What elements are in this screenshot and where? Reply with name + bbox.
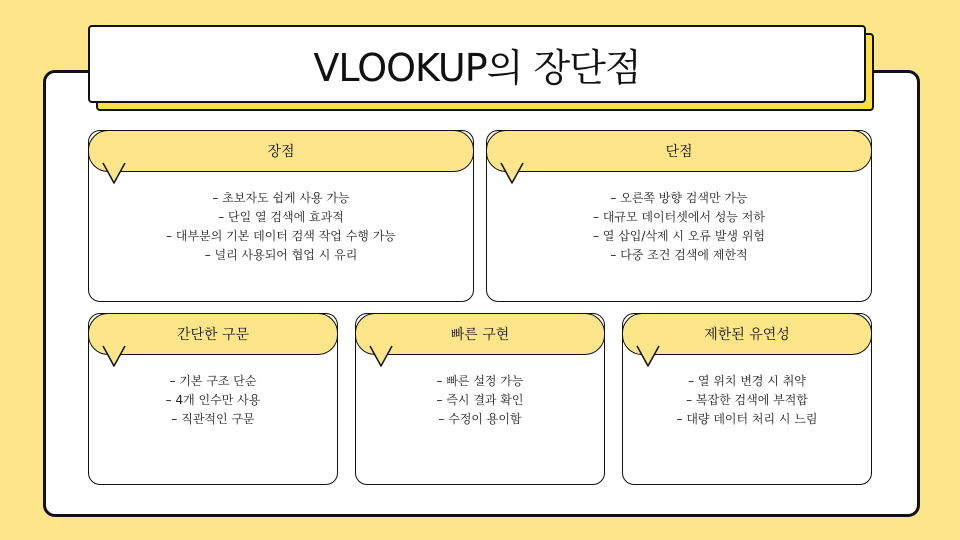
card-item: – 기본 구조 단순: [169, 374, 257, 388]
card-item-list: [88, 372, 338, 429]
speech-tail: [636, 345, 662, 367]
card-disadvantages: [486, 130, 872, 302]
page-title: VLOOKUP의 장단점: [313, 45, 641, 90]
card-item-list: [88, 189, 474, 265]
card-item: – 수정이 용이함: [438, 412, 522, 426]
card-item: – 직관적인 구문: [171, 412, 255, 426]
card-item: – 단일 열 검색에 효과적: [218, 210, 344, 224]
speech-tail: [102, 345, 128, 367]
card-item-list: [355, 372, 605, 429]
card-item: – 대규모 데이터셋에서 성능 저하: [593, 210, 765, 224]
card-item: – 빠른 설정 가능: [436, 374, 524, 388]
card-item: – 대량 데이터 처리 시 느림: [676, 412, 818, 426]
card-fast-implementation: [355, 313, 605, 485]
card-item: – 4개 인수만 사용: [165, 393, 261, 407]
speech-tail: [369, 345, 395, 367]
title-box: [88, 25, 866, 103]
card-heading: 단점: [665, 144, 693, 160]
card-item: – 널리 사용되어 협업 시 유리: [204, 248, 358, 262]
card-heading: 장점: [267, 144, 295, 160]
card-item: – 즉시 결과 확인: [436, 393, 524, 407]
card-header: [486, 130, 872, 172]
card-item: – 대부분의 기본 데이터 검색 작업 수행 가능: [166, 229, 396, 243]
card-heading: 제한된 유연성: [704, 327, 790, 343]
speech-tail: [500, 162, 526, 184]
card-item: – 열 위치 변경 시 취약: [688, 374, 806, 388]
card-limited-flexibility: [622, 313, 872, 485]
card-item-list: [622, 372, 872, 429]
card-item: – 다중 조건 검색에 제한적: [610, 248, 748, 262]
card-item: – 오른쪽 방향 검색만 가능: [610, 191, 748, 205]
speech-tail: [102, 162, 128, 184]
card-item: – 열 삽입/삭제 시 오류 발생 위험: [592, 229, 766, 243]
card-item: – 초보자도 쉽게 사용 가능: [212, 191, 350, 205]
card-item: – 복잡한 검색에 부적합: [686, 393, 808, 407]
card-item-list: [486, 189, 872, 265]
card-header: [88, 130, 474, 172]
card-heading: 간단한 구문: [176, 327, 250, 343]
card-advantages: [88, 130, 474, 302]
card-heading: 빠른 구현: [450, 327, 510, 343]
card-simple-syntax: [88, 313, 338, 485]
